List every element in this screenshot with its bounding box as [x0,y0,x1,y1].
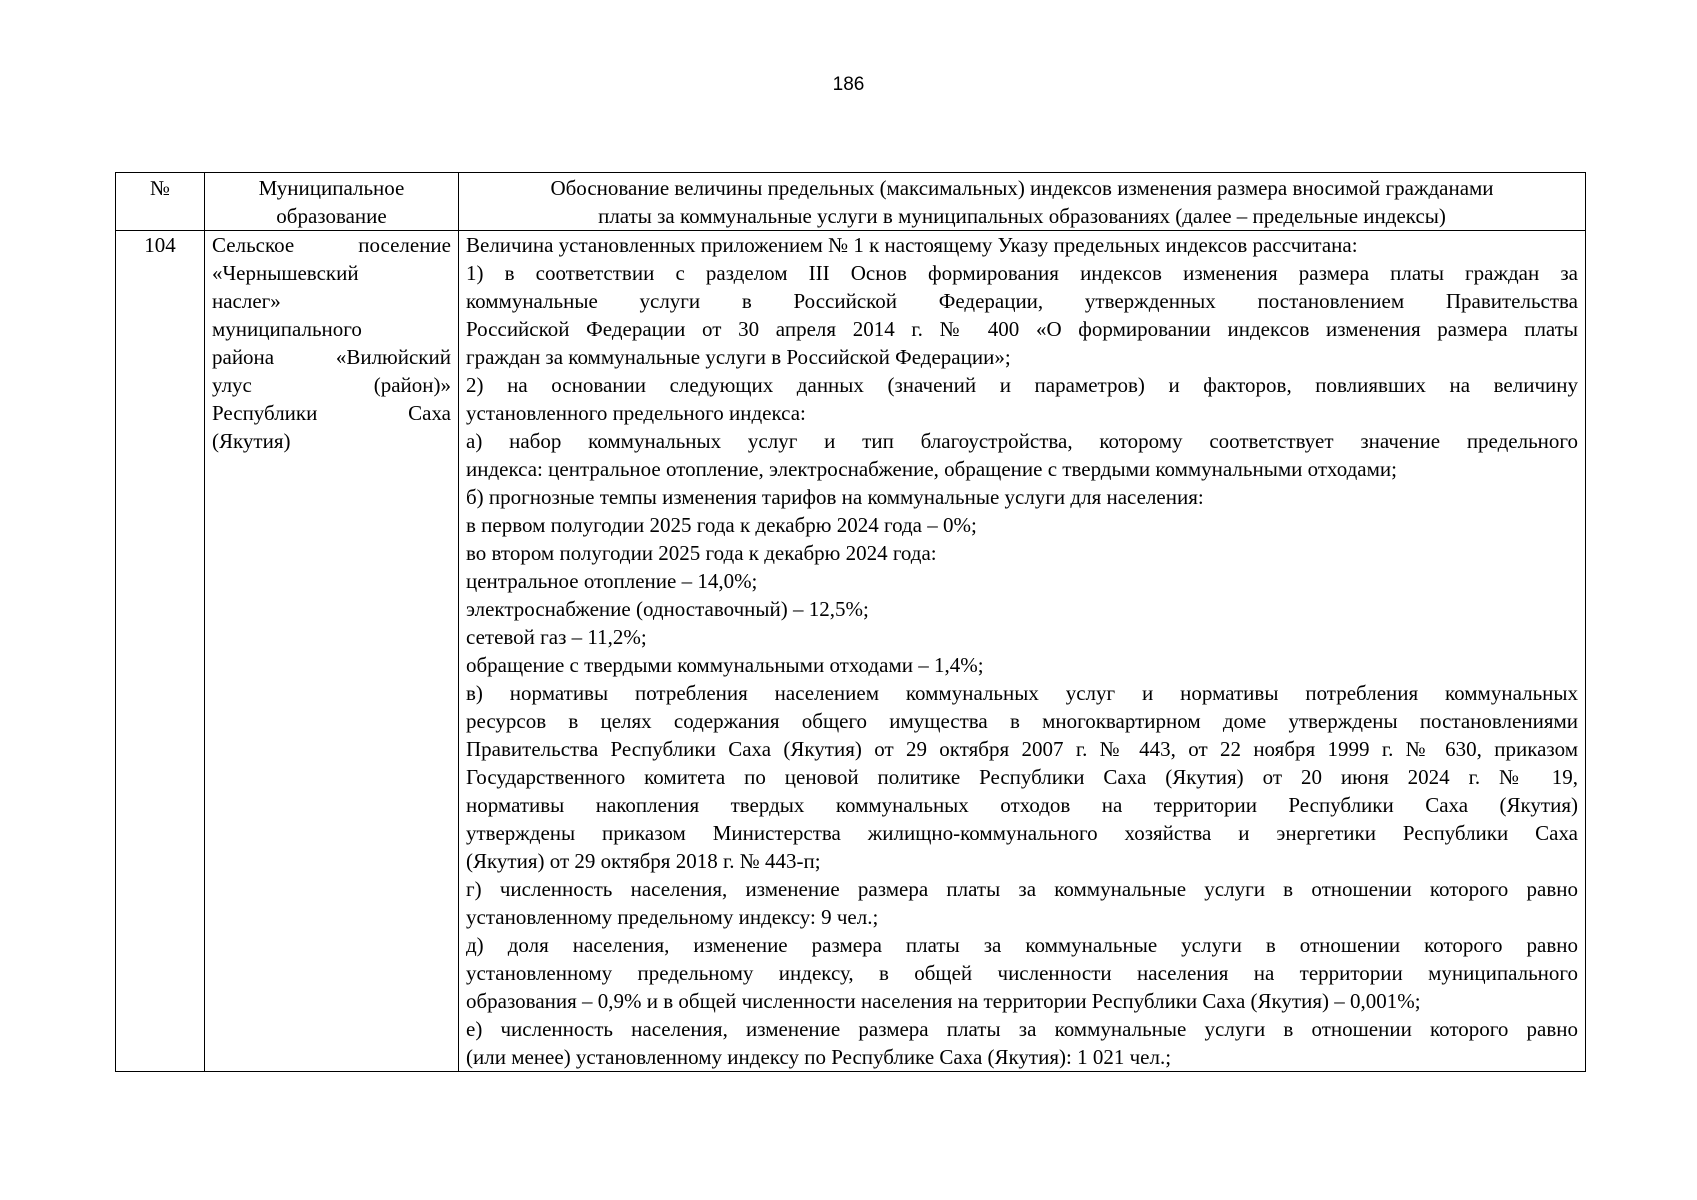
paragraph [466,651,1578,679]
paragraph-line: Российской Федерации от 30 апреля 2014 г. № 400 «О формировании индексов изменения размера платы [466,317,1578,341]
paragraph [466,427,1578,483]
page-number: 186 [832,74,865,95]
paragraph [466,371,1578,427]
paragraph-line: д) доля населения, изменение размера платы за коммунальные услуги в отношении которого равно [466,933,1578,957]
paragraph [466,595,1578,623]
paragraph-line: установленному предельному индексу, в общей численности населения на территории муниципального [466,961,1578,985]
paragraph-line: в) нормативы потребления населением коммунальных услуг и нормативы потребления коммунальных [466,681,1578,705]
paragraph-line: (Якутия) от 29 октября 2018 г. № 443-п; [466,849,821,873]
paragraph-line: утверждены приказом Министерства жилищно-коммунального хозяйства и энергетики Республики Саха [466,821,1578,845]
paragraph-line: нормативы накопления твердых коммунальных отходов на территории Республики Саха (Якутия) [466,793,1578,817]
paragraph [466,623,1578,651]
header-municipality-line: образование [276,204,387,228]
paragraph-line: обращение с твердыми коммунальными отходами – 1,4%; [466,653,984,677]
header-number: № [116,173,205,231]
municipality-line: «Чернышевский [212,261,359,285]
header-justification-line: платы за коммунальные услуги в муниципальных образованиях (далее – предельные индексы) [598,204,1446,228]
paragraph-line: центральное отопление – 14,0%; [466,569,758,593]
municipality-line: района «Вилюйский [212,345,451,369]
justification-cell [459,231,1586,1072]
header-municipality-line: Муниципальное [258,176,405,200]
paragraph-line: во втором полугодии 2025 года к декабрю 2024 года: [466,541,937,565]
municipality-line: Республики Саха [212,401,451,425]
paragraph-line: образования – 0,9% и в общей численности населения на территории Республики Саха (Якутия) – 0,001%; [466,989,1421,1013]
paragraph [466,231,1578,259]
municipality-line: улус (район)» [212,373,451,397]
paragraph [466,679,1578,875]
paragraph [466,875,1578,931]
municipality-line: муниципального [212,317,362,341]
paragraph-line: а) набор коммунальных услуг и тип благоустройства, которому соответствует значение предельного [466,429,1578,453]
paragraph-line: граждан за коммунальные услуги в Российской Федерации»; [466,345,1011,369]
paragraph [466,1015,1578,1071]
paragraph-line: Величина установленных приложением № 1 к настоящему Указу предельных индексов рассчитана: [466,233,1358,257]
paragraph-line: электроснабжение (одноставочный) – 12,5%; [466,597,869,621]
paragraph [466,567,1578,595]
table-header-row [116,173,1586,231]
paragraph-line: сетевой газ – 11,2%; [466,625,647,649]
paragraph-line: б) прогнозные темпы изменения тарифов на коммунальные услуги для населения: [466,485,1204,509]
header-municipality [205,173,459,231]
paragraph [466,539,1578,567]
table-row [116,231,1586,1072]
paragraph [466,511,1578,539]
paragraph-line: установленного предельного индекса: [466,401,806,425]
paragraph-line: коммунальные услуги в Российской Федерации, утвержденных постановлением Правительства [466,289,1578,313]
paragraph-line: 2) на основании следующих данных (значений и параметров) и факторов, повлиявших на величину [466,373,1578,397]
paragraph-line: е) численность населения, изменение размера платы за коммунальные услуги в отношении которого равно [466,1017,1578,1041]
municipality-line: наслег» [212,289,281,313]
paragraph [466,259,1578,371]
municipality-line: (Якутия) [212,429,291,453]
justification-table [115,172,1586,1072]
paragraph-line: Правительства Республики Саха (Якутия) от 29 октября 2007 г. № 443, от 22 ноября 1999 г. № 630, приказом [466,737,1578,761]
paragraph-line: г) численность населения, изменение размера платы за коммунальные услуги в отношении которого равно [466,877,1578,901]
paragraph [466,931,1578,1015]
paragraph-line: Государственного комитета по ценовой политике Республики Саха (Якутия) от 20 июня 2024 г. № 19, [466,765,1578,789]
paragraph-line: установленному предельному индексу: 9 чел.; [466,905,879,929]
paragraph-line: в первом полугодии 2025 года к декабрю 2024 года – 0%; [466,513,977,537]
paragraph-line: (или менее) установленному индексу по Республике Саха (Якутия): 1 021 чел.; [466,1045,1172,1069]
header-justification [459,173,1586,231]
municipality-cell [205,231,459,1072]
paragraph-line: ресурсов в целях содержания общего имущества в многоквартирном доме утверждены постановлениями [466,709,1578,733]
paragraph [466,483,1578,511]
row-number: 104 [116,231,205,1072]
paragraph-line: индекса: центральное отопление, электроснабжение, обращение с твердыми коммунальными отходами; [466,457,1397,481]
paragraph-line: 1) в соответствии с разделом III Основ формирования индексов изменения размера платы граждан за [466,261,1578,285]
header-justification-line: Обоснование величины предельных (максимальных) индексов изменения размера вносимой гражданами [550,176,1494,200]
municipality-line: Сельское поселение [212,233,451,257]
